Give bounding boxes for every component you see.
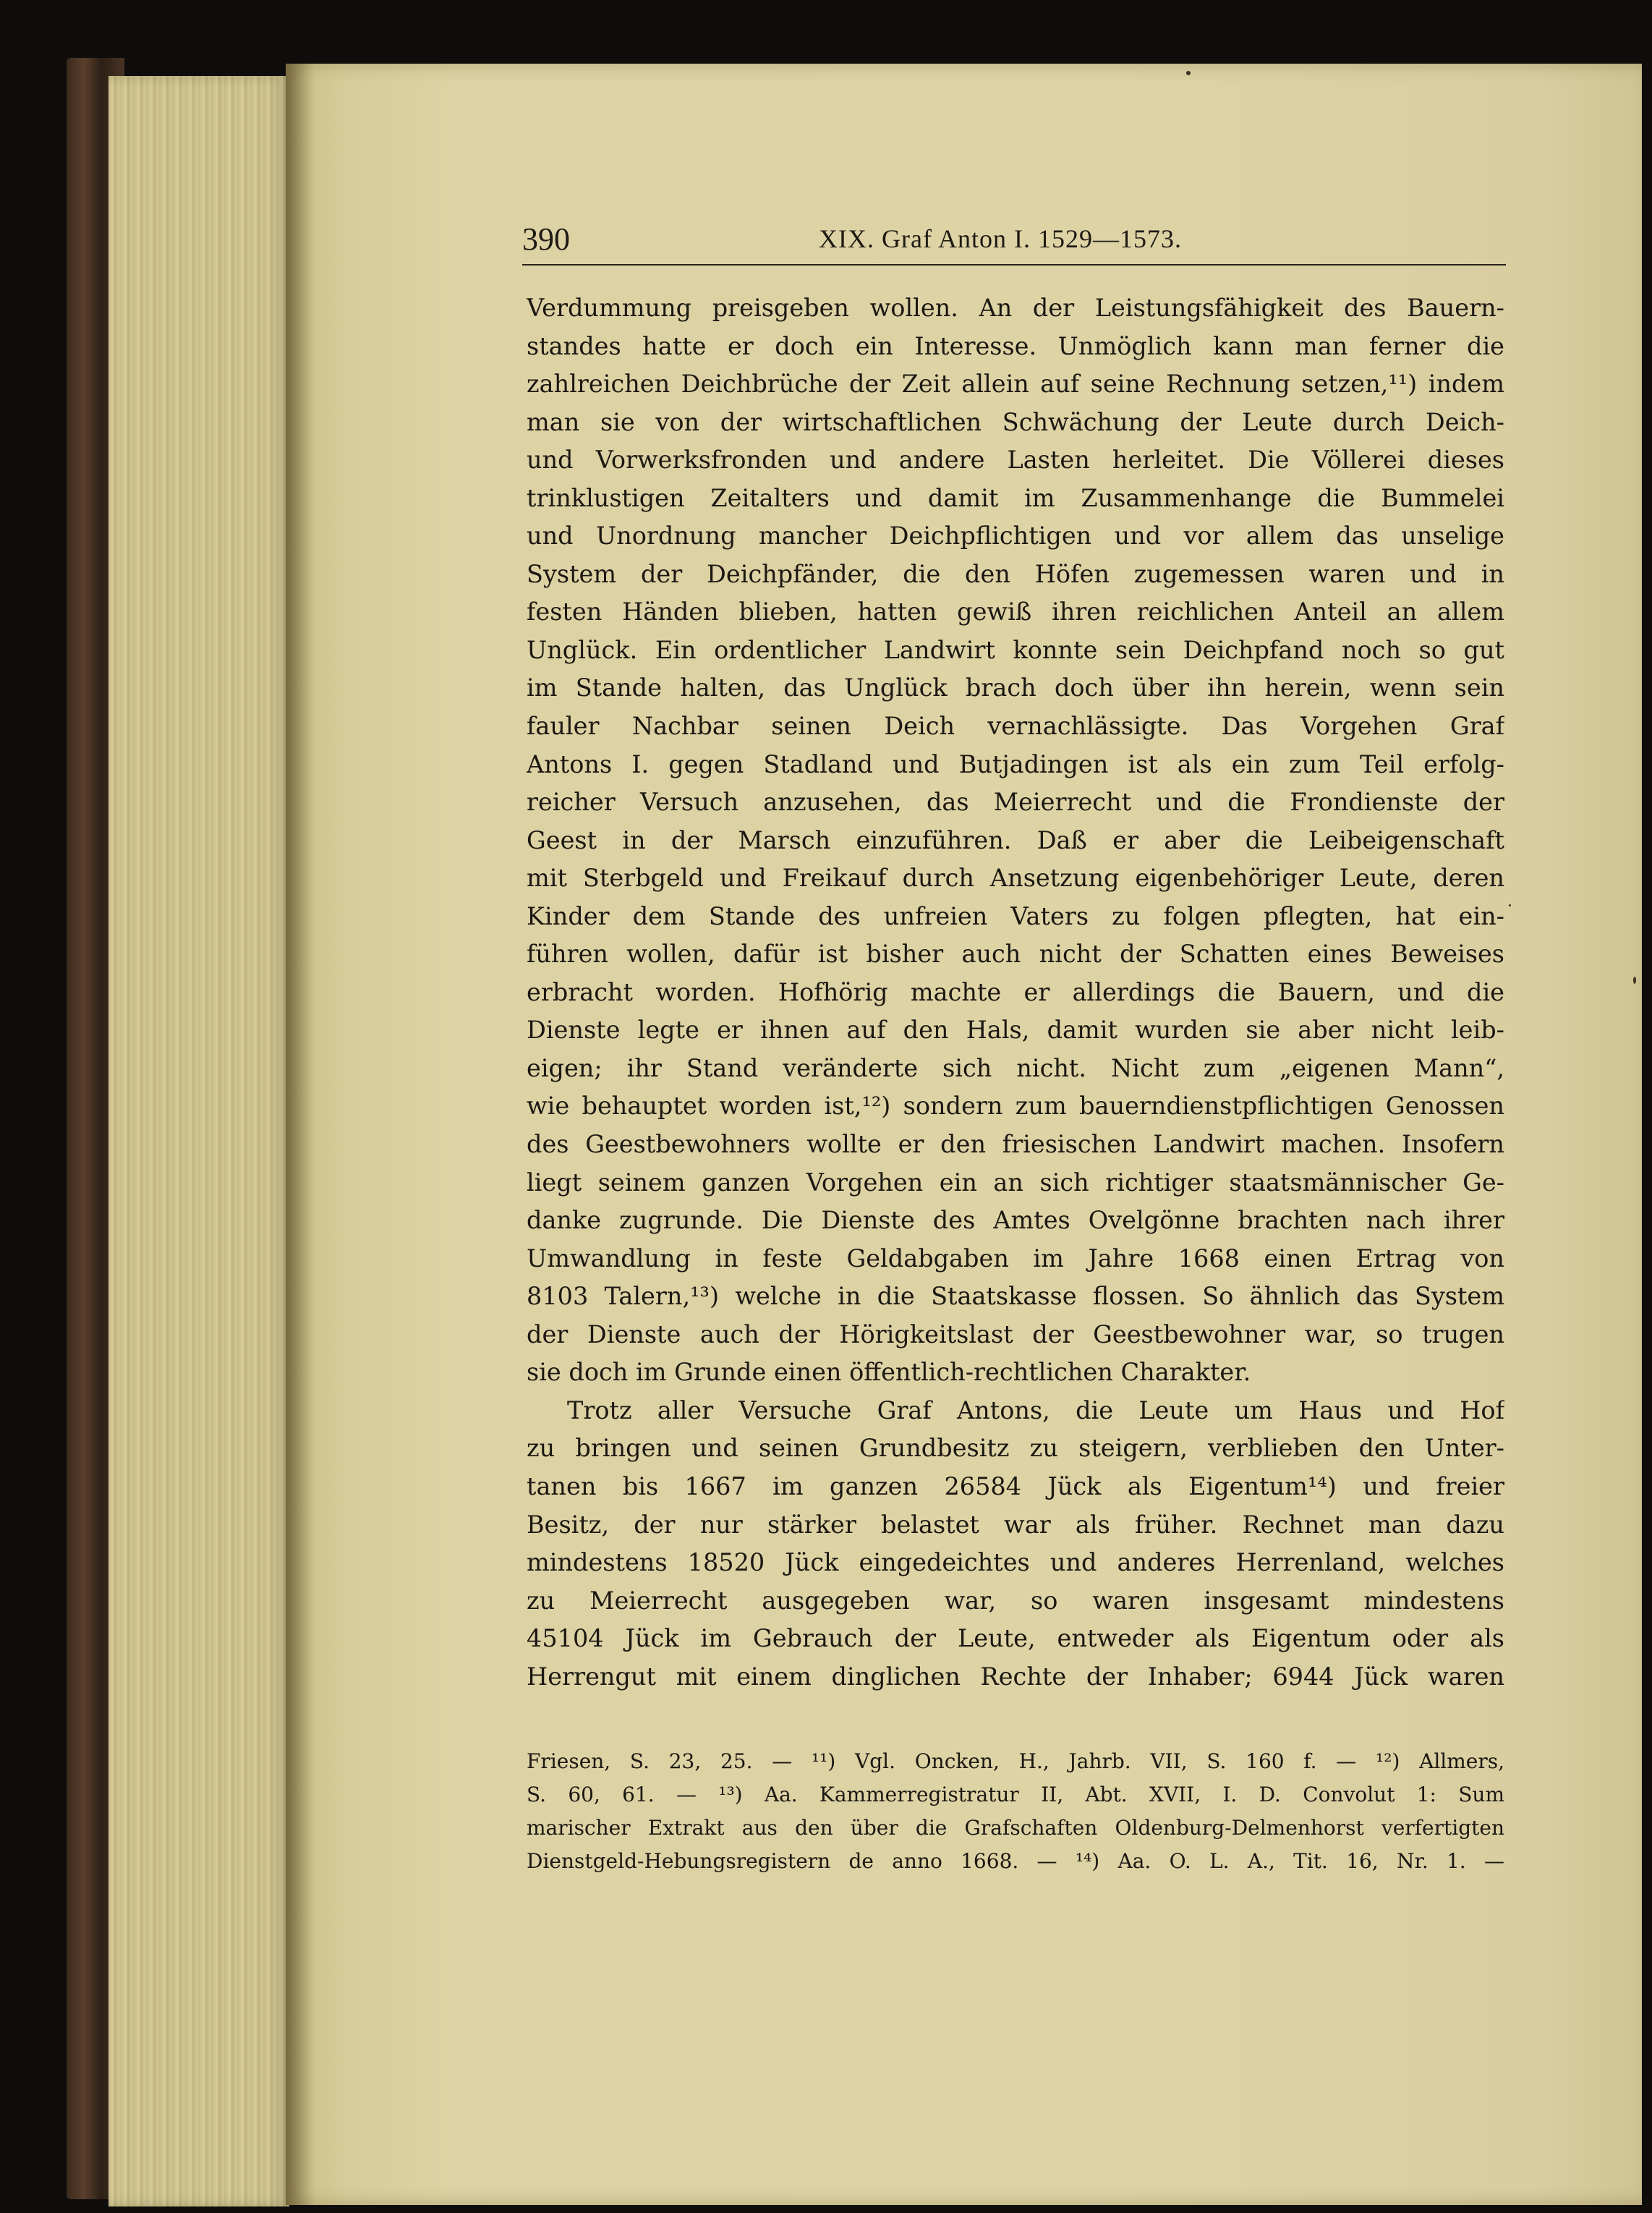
page-edges: [108, 76, 289, 2206]
text-line: sie doch im Grunde einen öffentlich-rechtlichen Charakter.: [527, 1358, 1251, 1387]
text-line: liegt seinem ganzen Vorgehen ein an sich richtiger staatsmännischer Ge-: [527, 1168, 1504, 1197]
text-line: trinklustigen Zeitalters und damit im Zusammenhange die Bummelei: [527, 483, 1504, 512]
text-line: eigen; ihr Stand veränderte sich nicht. Nicht zum „eigenen Mann“,: [527, 1053, 1504, 1082]
text-line: standes hatte er doch ein Interesse. Unmöglich kann man ferner die: [527, 331, 1504, 360]
paper-speck: [1509, 904, 1511, 906]
gutter-shadow: [286, 64, 315, 2205]
text-line: reicher Versuch anzusehen, das Meierrecht und die Frondienste der: [527, 788, 1504, 817]
footnote-line: marischer Extrakt aus den über die Grafschaften Oldenburg-Delmenhorst verfertigten: [527, 1816, 1504, 1840]
footnote-line: Dienstgeld-Hebungsregistern de anno 1668. — ¹⁴) Aa. O. L. A., Tit. 16, Nr. 1. —: [527, 1849, 1504, 1873]
page-number: 390: [522, 221, 570, 257]
text-line: man sie von der wirtschaftlichen Schwächung der Leute durch Deich-: [527, 407, 1504, 436]
text-line: fauler Nachbar seinen Deich vernachlässigte. Das Vorgehen Graf: [527, 712, 1504, 741]
text-line: und Unordnung mancher Deichpflichtigen und vor allem das unselige: [527, 522, 1504, 551]
text-line: wie behauptet worden ist,¹²) sondern zum bauerndienstpflichtigen Genossen: [527, 1092, 1504, 1121]
text-line: festen Händen blieben, hatten gewiß ihren reichlichen Anteil an allem: [527, 598, 1504, 626]
paper-speck: [1633, 977, 1636, 984]
text-line: im Stande halten, das Unglück brach doch über ihn herein, wenn sein: [527, 674, 1504, 702]
text-line: Antons I. gegen Stadland und Butjadingen ist als ein zum Teil erfolg-: [527, 749, 1504, 778]
text-line: System der Deichpfänder, die den Höfen zugemessen waren und in: [527, 559, 1504, 588]
text-line: erbracht worden. Hofhörig machte er allerdings die Bauern, und die: [527, 977, 1504, 1006]
text-line: Umwandlung in feste Geldabgaben im Jahre 1668 einen Ertrag von: [527, 1244, 1504, 1273]
text-line: 45104 Jück im Gebrauch der Leute, entweder als Eigentum oder als: [527, 1624, 1504, 1653]
text-line: Trotz aller Versuche Graf Antons, die Leute um Haus und Hof: [567, 1396, 1504, 1424]
text-line: Verdummung preisgeben wollen. An der Leistungsfähigkeit des Bauern-: [527, 294, 1504, 322]
text-line: zu Meierrecht ausgegeben war, so waren insgesamt mindestens: [527, 1586, 1504, 1615]
text-line: Herrengut mit einem dinglichen Rechte der Inhaber; 6944 Jück waren: [527, 1662, 1504, 1691]
body-text: [527, 289, 1504, 1696]
footnotes: [527, 1745, 1504, 1878]
text-line: Geest in der Marsch einzuführen. Daß er aber die Leibeigenschaft: [527, 825, 1504, 854]
text-line: mindestens 18520 Jück eingedeichtes und anderes Herrenland, welches: [527, 1548, 1504, 1577]
header-title: XIX. Graf Anton I. 1529—1573.: [819, 224, 1182, 253]
text-line: 8103 Talern,¹³) welche in die Staatskasse flossen. So ähnlich das System: [527, 1282, 1504, 1311]
text-line: führen wollen, dafür ist bisher auch nicht der Schatten eines Beweises: [527, 940, 1504, 969]
footnote-line: S. 60, 61. — ¹³) Aa. Kammerregistratur II, Abt. XVII, I. D. Convolut 1: Sum: [527, 1783, 1504, 1806]
text-line: danke zugrunde. Die Dienste des Amtes Ovelgönne brachten nach ihrer: [527, 1206, 1504, 1235]
footnote-line: Friesen, S. 23, 25. — ¹¹) Vgl. Oncken, H., Jahrb. VII, S. 160 f. — ¹²) Allmers,: [527, 1749, 1504, 1773]
text-line: Dienste legte er ihnen auf den Hals, damit wurden sie aber nicht leib-: [527, 1016, 1504, 1045]
text-line: und Vorwerksfronden und andere Lasten herleitet. Die Völlerei dieses: [527, 446, 1504, 475]
text-line: mit Sterbgeld und Freikauf durch Ansetzung eigenbehöriger Leute, deren: [527, 864, 1504, 893]
paper-speck: [1186, 71, 1191, 75]
text-line: des Geestbewohners wollte er den friesischen Landwirt machen. Insofern: [527, 1130, 1504, 1159]
text-line: Kinder dem Stande des unfreien Vaters zu folgen pflegten, hat ein-: [527, 901, 1504, 930]
text-line: Besitz, der nur stärker belastet war als früher. Rechnet man dazu: [527, 1510, 1504, 1539]
text-line: Unglück. Ein ordentlicher Landwirt konnte sein Deichpfand noch so gut: [527, 635, 1504, 664]
running-header: [522, 221, 1506, 266]
text-line: zu bringen und seinen Grundbesitz zu steigern, verblieben den Unter-: [527, 1434, 1504, 1463]
text-line: tanen bis 1667 im ganzen 26584 Jück als Eigentum¹⁴) und freier: [527, 1471, 1504, 1500]
text-line: der Dienste auch der Hörigkeitslast der Geestbewohner war, so trugen: [527, 1320, 1504, 1348]
text-line: zahlreichen Deichbrüche der Zeit allein auf seine Rechnung setzen,¹¹) indem: [527, 370, 1504, 399]
